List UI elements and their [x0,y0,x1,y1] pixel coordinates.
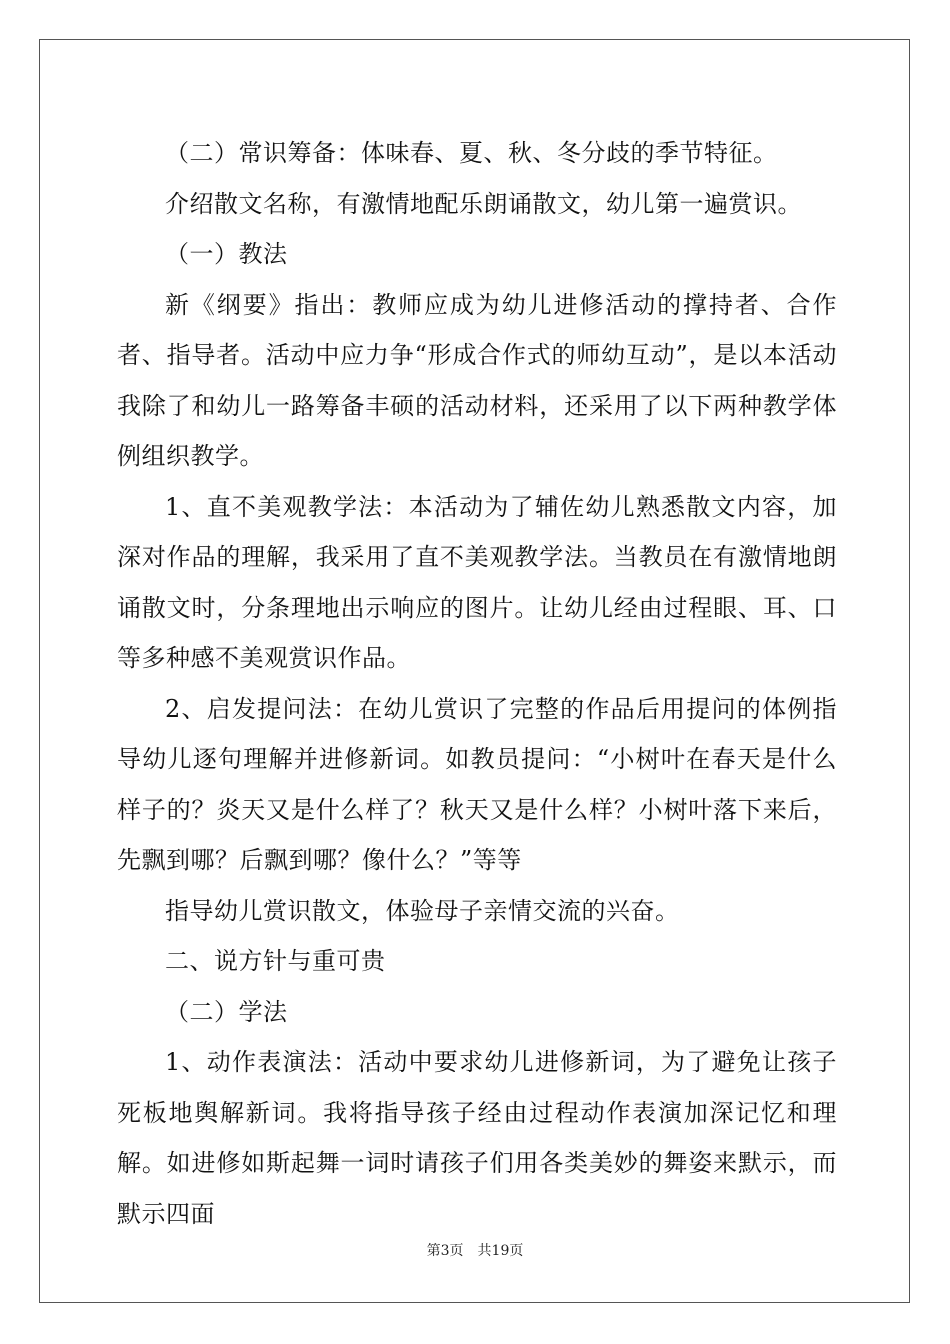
paragraph: 1、直不美观教学法：本活动为了辅佐幼儿熟悉散文内容，加深对作品的理解，我采用了直不美观教学法。当教员在有激情地朗诵散文时，分条理地出示响应的图片。让幼儿经由过程眼、耳、口等多种感不美观赏识作品。 [117,492,837,672]
section-heading: （一）教法 [165,240,288,268]
total-pages: 共19页 [477,1243,524,1259]
document-body [117,128,837,1239]
paragraph: 2、启发提问法：在幼儿赏识了完整的作品后用提问的体例指导幼儿逐句理解并进修新词。如教员提问：“小树叶在春天是什么样子的？炎天又是什么样了？秋天又是什么样？小树叶落下来后，先飘到哪？后飘到哪？像什么？”等等 [117,694,837,874]
page-footer [0,1240,950,1260]
paragraph: 新《纲要》指出：教师应成为幼儿进修活动的撑持者、合作者、指导者。活动中应力争“形成合作式的师幼互动”，是以本活动我除了和幼儿一路筹备丰硕的活动材料，还采用了以下两种教学体例组织教学。 [117,290,837,470]
paragraph: 1、动作表演法：活动中要求幼儿进修新词，为了避免让孩子死板地舆解新词。我将指导孩子经由过程动作表演加深记忆和理解。如进修如斯起舞一词时请孩子们用各类美妙的舞姿来默示，而默示四面 [117,1048,837,1228]
section-heading: 二、说方针与重可贵 [165,947,386,975]
paragraph: 指导幼儿赏识散文，体验母子亲情交流的兴奋。 [165,896,680,925]
section-heading: （二）学法 [165,997,288,1026]
page-number: 第3页 [426,1243,464,1259]
paragraph: （二）常识筹备：体味春、夏、秋、冬分歧的季节特征。 [165,139,778,167]
paragraph: 介绍散文名称，有激情地配乐朗诵散文，幼儿第一遍赏识。 [165,189,802,218]
